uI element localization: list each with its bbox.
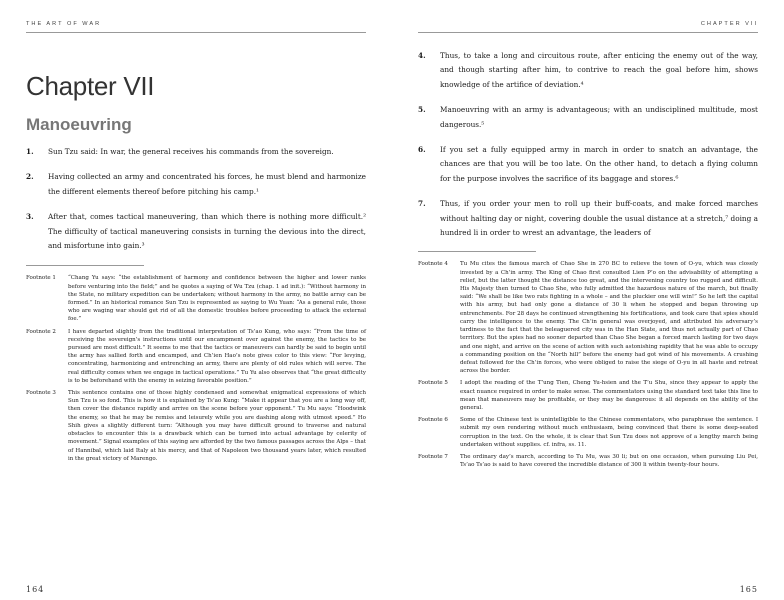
paragraph-text: Sun Tzu said: In war, the general receives his commands from the sovereign. [48,147,334,156]
page-number: 164 [26,585,45,594]
chapter-title: Chapter VII [26,71,155,101]
paragraph-text: Manoeuvring with an army is advantageous; with an undisciplined multitude, most dangerous.⁵ [440,105,758,129]
footnote-text: I have departed slightly from the traditional interpretation of Ts’ao Kung, who says: “From the time of receiving the sovereign’s instructions until our encampment over against the enemy, the tactics to be pursued are most difficult.” It seems to me that the tactics or maneuvers can hardly be said to begin until the army has sallied forth and encamped, and Ch’ien Hao’s note gives color to this view: “For levying, concentrating, harmonizing and entrenching an army, there are plenty of old rules which will serve. The real difficulty comes when we engage in tactical operations.” Tu Yu also observes that “the great difficulty is to be beforehand with the enemy in seizing favorable position.” [68,328,366,384]
footnote-text: “Chang Yu says: “the establishment of harmony and confidence between the higher and lower ranks before venturing into the field;” and he quotes a saying of Wu Tzu (chap. 1 ad init.): “Without harmony in the State, no military expedition can be undertaken; without harmony in the army, no battle array can be formed.” In an historical romance Sun Tzu is represented as saying to Wu Yuan: “As a general rule, those who are waging war should get rid of all the domestic troubles before proceeding to attack the external foe.” [68,275,366,323]
footnote-list [418,260,758,469]
page-number: 165 [739,585,758,594]
paragraph [418,197,758,240]
paragraph-number: 2. [26,172,34,182]
footnote [418,416,758,449]
footnote-label: Footnote 3 [26,390,56,397]
footnote [26,274,366,323]
footnote [418,260,758,375]
footnote-label: Footnote 7 [418,453,448,460]
footnote-label: Footnote 5 [418,380,448,387]
footnote-text: This sentence contains one of those highly condensed and somewhat enigmatical expressions of which Sun Tzu is so fond. This is how it is explained by Ts’ao Kung: “Make it appear that you are a long way off, then cover the distance rapidly and arrive on the scene before your opponent.” Tu Mu says: “Hoodwink the enemy, so that he may be remiss and leisurely while you are dashing along with utmost speed.” Ho Shih gives a slightly different turn: “Although you may have difficult ground to traverse and natural obstacles to encounter this is a drawback which can be turned into actual advantage by celerity of movement.” Signal examples of this saying are afforded by the two famous passages across the Alps – that of Hannibal, which laid Italy at his mercy, and that of Napoleon two thousand years later, which resulted in the great victory of Marengo. [68,390,366,462]
footnote [26,328,366,385]
footnote [418,379,758,412]
paragraph [26,210,366,253]
footnote-rule [418,251,536,252]
footnote-label: Footnote 6 [418,417,448,424]
paragraph [26,170,366,199]
paragraph-list [26,145,366,253]
section-title: Manoeuvring [26,115,132,134]
footnote-text: I adopt the reading of the T’ung Tien, Cheng Yu-hsien and the T’u Shu, since they appear to apply the exact nuance required in order to make sense. The commentators using the standard text take this line to mean that maneuvers may be profitable, or they may be dangerous: it all depends on the ability of the general. [460,380,758,411]
paragraph [418,143,758,186]
paragraph [418,103,758,132]
header-rule [418,32,758,33]
paragraph [418,49,758,92]
footnote-rule [26,265,144,266]
paragraph-text: Thus, to take a long and circuitous route, after enticing the enemy out of the way, and though starting after him, to contrive to reach the goal before him, shows knowledge of the artifice of deviation.⁴ [440,51,758,89]
header-rule [26,32,366,33]
footnote [26,389,366,463]
running-head: CHAPTER VII [700,21,758,27]
paragraph-text: After that, comes tactical maneuvering, than which there is nothing more difficult.² The difficulty of tactical maneuvering consists in turning the devious into the direct, and misfortune into gain.³ [48,212,366,251]
paragraph [26,145,366,159]
paragraph-number: 4. [418,51,426,60]
paragraph-number: 5. [418,105,426,115]
paragraph-number: 3. [26,212,34,222]
footnote-label: Footnote 4 [418,261,448,268]
footnote-text: The ordinary day’s march, according to Tu Mu, was 30 li; but on one occasion, when pursuing Liu Pei, Ts’ao Ts’ao is said to have covered the incredible distance of 300 li within twenty-four hours. [460,453,758,469]
footnote-label: Footnote 1 [26,275,56,282]
footnote-text: Some of the Chinese text is unintelligible to the Chinese commentators, who paraphrase the sentence. I submit my own rendering without much enthusiasm, being convinced that there is some deep-seated corruption in the text. On the whole, it is clear that Sun Tzu does not approve of a lengthy march being undertaken without supplies. cf. infra, ss. 11. [460,417,758,448]
paragraph-number: 7. [418,199,426,209]
paragraph-number: 6. [418,145,426,155]
footnote-text: Tu Mu cites the famous march of Chao She in 270 BC to relieve the town of O-yu, which was closely invested by a Ch’in army. The King of Chao first consulted Lien P’o on the advisability of attempting a relief, but the latter thought the distance too great, and the intervening country too rugged and difficult. His Majesty then turned to Chao She, who fully admitted the hazardous nature of the march, but finally said: “We shall be like two rats fighting in a whole – and the pluckier one will win!” So he left the capital with his army, but had only gone a distance of 30 li when he stopped and began throwing up entrenchments. For 28 days he continued strengthening his fortifications, and took care that spies should carry the intelligence to the enemy. The Ch’in general was overjoyed, and attributed his adversary’s tardiness to the fact that the beleaguered city was in the Han State, and thus not actually part of Chao territory. But the spies had no sooner departed than Chao She began a forced march lasting for two days and one night, and arrive on the scene of action with such astonishing rapidity that he was able to occupy a commanding position on the “North hill” before the enemy had got wind of his movements. A crushing defeat followed for the Ch’in forces, who were obliged to raise the siege of O-yu in all haste and retreat across the border. [460,261,758,375]
paragraph-number: 1. [26,147,34,156]
paragraph-text: If you set a fully equipped army in march in order to snatch an advantage, the chances are that you will be too late. On the other hand, to detach a flying column for the purpose involves the sacrifice of its baggage and stores.⁶ [440,145,758,183]
right-page [392,0,784,600]
footnote-list [26,274,366,462]
footnote-label: Footnote 2 [26,328,56,335]
paragraph-text: Thus, if you order your men to roll up their buff-coats, and make forced marches without halting day or night, covering double the usual distance at a stretch,⁷ doing a hundred li in order to wrest an advantage, the leaders of [440,199,758,238]
paragraph-list [418,49,758,240]
footnote [418,453,758,469]
paragraph-text: Having collected an army and concentrated his forces, he must blend and harmonize the different elements thereof before pitching his camp.¹ [48,172,366,196]
running-head: THE ART OF WAR [26,21,102,27]
